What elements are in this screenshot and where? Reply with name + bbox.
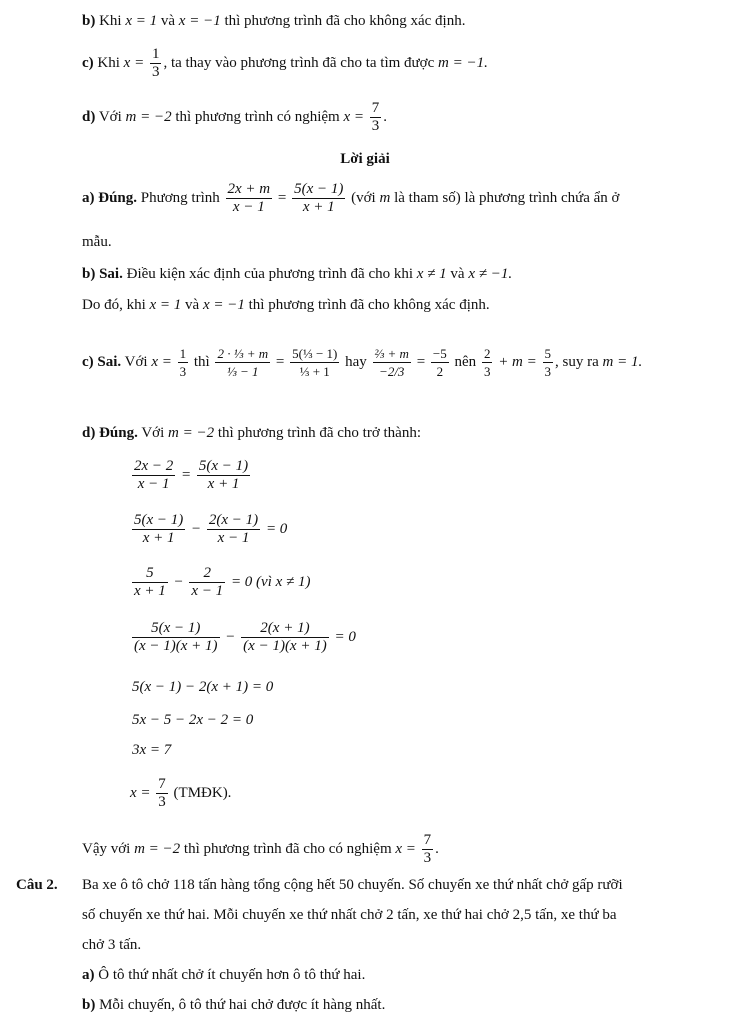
solution-b-and-2: và	[185, 297, 200, 313]
fraction-denominator: 3	[423, 850, 432, 866]
solution-a-label: a) Đúng.	[82, 189, 138, 206]
fraction-numerator: −5	[432, 346, 447, 361]
statement-d-text-2: thì phương trình có nghiệm	[175, 108, 340, 125]
question-item-a-label: a)	[82, 967, 95, 983]
solution-a-continuation: mẫu.	[82, 234, 112, 250]
conclusion-m: m = −2	[134, 840, 181, 857]
solution-d-m: m = −2	[168, 425, 215, 441]
fraction-numerator: 2x + m	[227, 181, 271, 197]
step-2-fraction-2	[207, 512, 260, 547]
step-1	[130, 458, 252, 493]
statement-b-eq2: x = −1	[178, 13, 221, 29]
fraction-denominator: x − 1	[191, 583, 224, 599]
solution-title: Lời giải	[340, 151, 390, 167]
solution-b-condition-2: x ≠ −1.	[468, 266, 513, 282]
question-item-b-label: b)	[82, 997, 96, 1013]
fraction-denominator: x + 1	[302, 199, 335, 215]
conclusion-fraction	[422, 832, 434, 867]
fraction-denominator: x − 1	[137, 476, 170, 492]
solution-d-text-2: thì phương trình đã cho trở thành:	[217, 425, 421, 441]
fraction-numerator: 5	[132, 565, 168, 583]
fraction-denominator: ⅓ + 1	[299, 364, 330, 379]
fraction-denominator: x + 1	[142, 530, 175, 546]
question-item-a	[82, 966, 365, 984]
equals-sign: =	[275, 353, 285, 370]
solution-c-x-fraction	[178, 345, 189, 380]
solution-c-label: c) Sai.	[82, 353, 122, 370]
conclusion	[82, 832, 439, 867]
equals-sign: =	[181, 466, 192, 483]
fraction-numerator: ⅔ + m	[374, 346, 409, 361]
step-3-fraction-1	[132, 565, 168, 600]
fraction-numerator: 5(⅓ − 1)	[292, 346, 338, 361]
statement-c-label: c)	[82, 54, 94, 71]
question-line-2: số chuyến xe thứ hai. Mỗi chuyến xe thứ nhất chở 2 tấn, xe thứ hai chở 2,5 tấn, xe thứ ba	[82, 907, 617, 923]
fraction-denominator: 3	[151, 64, 160, 80]
solution-b-x1: x = 1	[149, 297, 182, 313]
step-3-tail: = 0 (vì x ≠ 1)	[230, 573, 311, 590]
solution-c-nen: nên	[454, 353, 477, 370]
step-8-tail: (TMĐK).	[173, 784, 232, 801]
step-1-fraction-2	[197, 458, 250, 493]
step-4-tail: = 0	[334, 628, 356, 645]
conclusion-text-1: Vậy với	[82, 840, 131, 857]
fraction-denominator: 3	[158, 794, 166, 810]
solution-c-suy: , suy ra	[555, 353, 599, 370]
solution-c-fraction-2	[290, 345, 339, 380]
step-3-fraction-2	[189, 565, 225, 600]
solution-c-m: m = 1.	[602, 353, 643, 370]
solution-b-x2: x = −1	[202, 297, 245, 313]
solution-c-fraction-1	[215, 345, 270, 380]
solution-a	[82, 181, 619, 216]
fraction-denominator: (x − 1)(x + 1)	[134, 638, 218, 654]
statement-d	[82, 100, 387, 135]
step-8-fraction	[156, 776, 168, 811]
solution-b-text-1: Điều kiện xác định của phương trình đã cho khi	[126, 266, 414, 282]
statement-c-fraction	[150, 46, 162, 81]
fraction-denominator: x − 1	[217, 530, 250, 546]
solution-b-label: b) Sai.	[82, 266, 123, 282]
fraction-denominator: −2/3	[379, 364, 405, 379]
step-4: $\frac{5(x - 1)}{(x - 1)(x + 1)}$ − $\frac{2(x + 1)}{(x - 1)(x + 1)}$ = 0	[134, 620, 356, 654]
solution-a-text-3: là tham số) là phương trình chứa ẩn ở	[394, 189, 620, 206]
step-2-fraction-1	[132, 512, 185, 547]
solution-a-fraction-1	[226, 181, 273, 216]
conclusion-dot: .	[435, 840, 439, 857]
solution-c	[82, 345, 642, 380]
fraction-numerator: 7	[423, 832, 432, 848]
step-3: $\frac{5}{x + 1}$ − $\frac{2}{x - 1}$ = 0 (vì x ≠ 1)	[134, 565, 311, 599]
fraction-numerator: 1	[179, 346, 187, 361]
conclusion-x: x =	[395, 840, 416, 857]
step-5: 5(x − 1) − 2(x + 1) = 0	[132, 679, 274, 695]
solution-c-plus-m: + m =	[498, 353, 537, 370]
statement-c	[82, 46, 488, 81]
solution-a-text-1: Phương trình	[140, 189, 220, 206]
fraction-numerator: 7	[371, 100, 380, 116]
question-item-a-text: Ô tô thứ nhất chở ít chuyến hơn ô tô thứ hai.	[98, 967, 366, 983]
fraction-denominator: ⅓ − 1	[227, 364, 259, 379]
statement-b-eq1: x = 1	[125, 13, 158, 29]
solution-b	[82, 265, 512, 283]
solution-d	[82, 424, 421, 442]
statement-b-and: và	[160, 13, 176, 29]
statement-b	[82, 12, 465, 30]
fraction-numerator: 5(x − 1)	[198, 458, 249, 474]
step-4-fraction-2	[241, 620, 329, 655]
fraction-denominator: 3	[544, 364, 552, 379]
statement-b-text-1: Khi	[99, 13, 122, 29]
solution-b-condition-1: x ≠ 1	[416, 266, 447, 282]
fraction-denominator: x + 1	[134, 583, 166, 599]
step-8	[130, 776, 231, 811]
statement-d-dot: .	[383, 108, 388, 125]
solution-c-fraction-4	[431, 345, 449, 380]
fraction-numerator: 5	[544, 346, 552, 361]
question-item-b-text: Mỗi chuyến, ô tô thứ hai chở được ít hàng nhất.	[99, 997, 386, 1013]
step-7: 3x = 7	[132, 742, 172, 758]
solution-d-text-1: Với	[141, 425, 165, 441]
question-line-3: chở 3 tấn.	[82, 937, 142, 953]
step-4-fraction-1	[132, 620, 220, 655]
statement-d-label: d)	[82, 108, 96, 125]
solution-b-text-3: thì phương trình đã cho không xác định.	[248, 297, 490, 313]
statement-d-text-1: Với	[98, 108, 122, 125]
solution-b-text-2: Do đó, khi	[82, 297, 146, 313]
solution-c-text-1: Với	[124, 353, 148, 370]
solution-a-text-2: (với	[351, 189, 376, 206]
solution-a-m: m	[379, 189, 391, 206]
fraction-denominator: 2	[436, 364, 444, 379]
fraction-numerator: 2(x − 1)	[208, 512, 259, 528]
step-2: $\frac{5(x - 1)}{x + 1}$ − $\frac{2(x - 1)}{x - 1}$ = 0	[134, 512, 288, 546]
fraction-numerator: 2 · ⅓ + m	[217, 346, 269, 361]
step-1-fraction-1	[132, 458, 175, 493]
solution-c-x: x =	[151, 353, 172, 370]
statement-d-m: m = −2	[125, 108, 172, 125]
statement-b-label: b)	[82, 13, 96, 29]
step-6: 5x − 5 − 2x − 2 = 0	[132, 712, 254, 728]
statement-c-m: m = −1.	[438, 54, 488, 71]
step-8-x: x =	[130, 784, 151, 801]
solution-c-thi: thì	[193, 353, 210, 370]
fraction-denominator: x − 1	[232, 199, 265, 215]
question-line-1: Ba xe ô tô chở 118 tấn hàng tổng cộng hết 50 chuyến. Số chuyến xe thứ nhất chở gấp rưỡi	[82, 877, 623, 893]
solution-c-fraction-5	[482, 345, 493, 380]
solution-d-label: d) Đúng.	[82, 425, 138, 441]
question-label: Câu 2.	[16, 877, 58, 893]
solution-b-line-2	[82, 296, 490, 314]
solution-b-and: và	[450, 266, 465, 282]
conclusion-text-2: thì phương trình đã cho có nghiệm	[183, 840, 392, 857]
solution-c-hay: hay	[345, 353, 367, 370]
fraction-numerator: 5(x − 1)	[294, 181, 344, 197]
statement-c-x: x =	[123, 54, 145, 71]
statement-b-text-2: thì phương trình đã cho không xác định.	[224, 13, 466, 29]
fraction-denominator: 3	[483, 364, 491, 379]
fraction-numerator: 1	[151, 46, 160, 62]
statement-c-text-1: Khi	[97, 54, 120, 71]
equals-sign: =	[416, 353, 426, 370]
fraction-numerator: 5(x − 1)	[134, 512, 184, 528]
fraction-denominator: 3	[371, 118, 380, 134]
statement-d-x: x =	[343, 108, 365, 125]
fraction-numerator: 5(x − 1)	[132, 620, 220, 638]
solution-c-fraction-6	[543, 345, 554, 380]
equals-sign: =	[277, 189, 287, 206]
fraction-numerator: 7	[158, 776, 166, 792]
statement-d-fraction	[370, 100, 382, 135]
question-item-b	[82, 996, 385, 1014]
step-2-tail: = 0	[265, 520, 288, 537]
fraction-denominator: x + 1	[207, 476, 240, 492]
fraction-denominator: (x − 1)(x + 1)	[243, 638, 327, 654]
solution-c-fraction-3	[373, 345, 411, 380]
solution-a-fraction-2	[292, 181, 345, 216]
fraction-numerator: 2	[189, 565, 225, 583]
fraction-numerator: 2	[483, 346, 491, 361]
fraction-denominator: 3	[179, 364, 187, 379]
statement-c-text-2: , ta thay vào phương trình đã cho ta tìm được	[163, 54, 435, 71]
fraction-numerator: 2x − 2	[134, 458, 174, 474]
fraction-numerator: 2(x + 1)	[241, 620, 329, 638]
